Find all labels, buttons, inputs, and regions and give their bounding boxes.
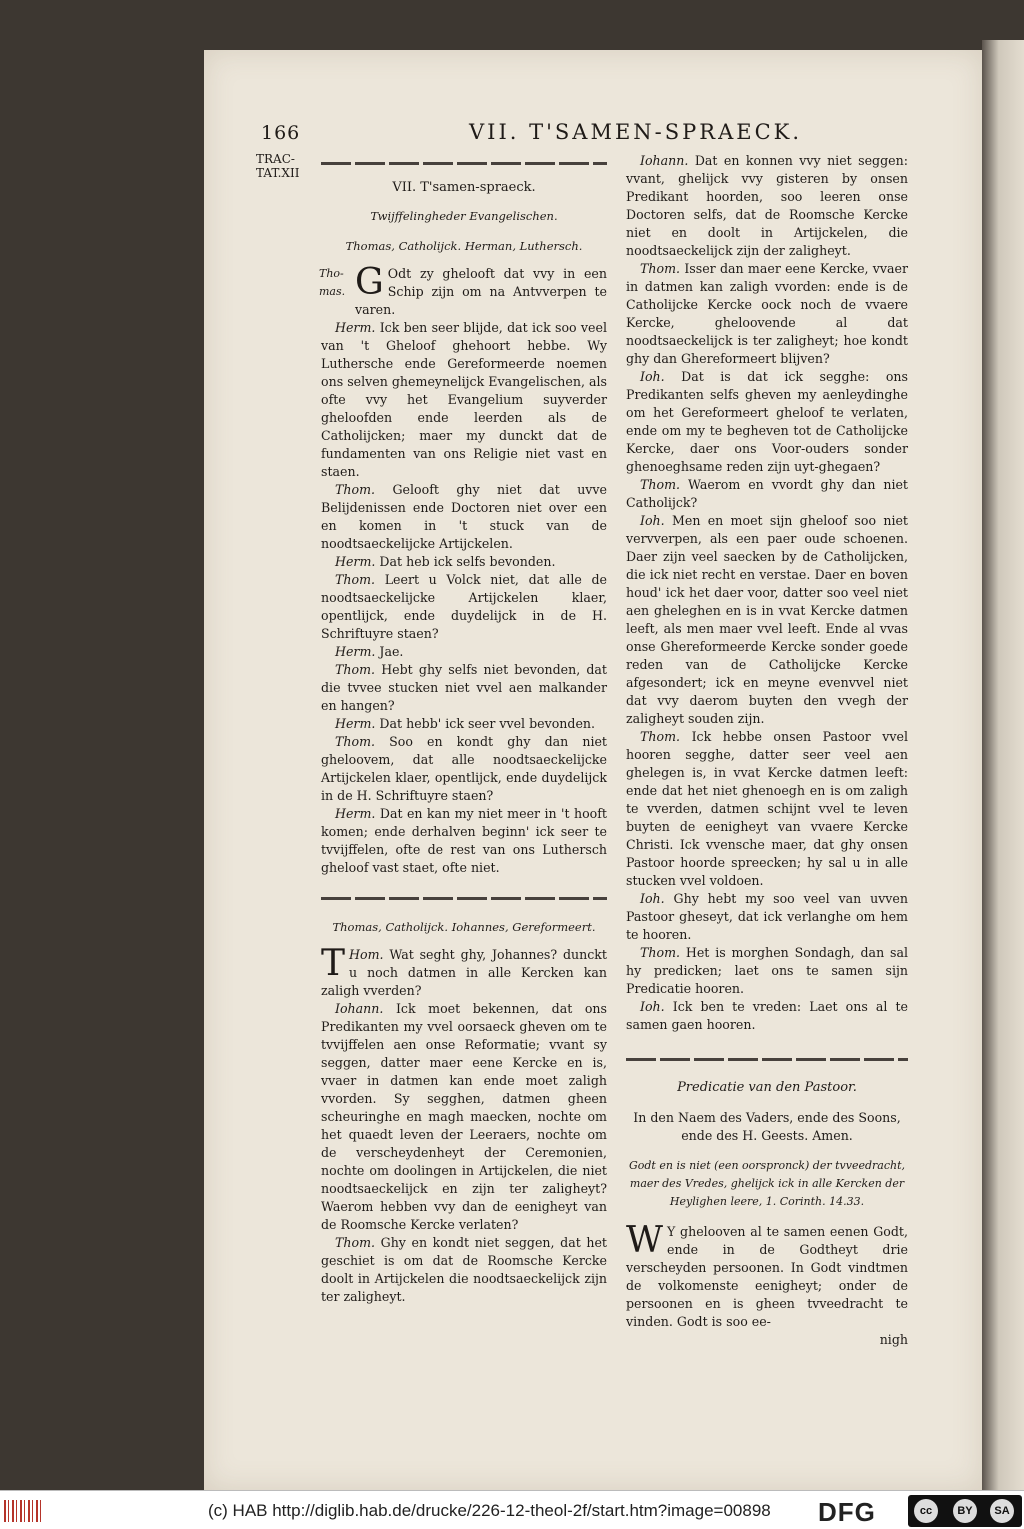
footer-bar [0, 1490, 1024, 1529]
copyright-link[interactable]: (c) HAB http://diglib.hab.de/drucke/226-12-theol-2f/start.htm?image=00898 [208, 1501, 771, 1520]
dfg-logo: DFG [818, 1497, 876, 1527]
dialogue-paragraph: T Hom. Wat seght ghy, Johannes? dunckt u noch datmen in alle Kercken kan zaligh vverden? [321, 943, 607, 998]
dialogue-paragraph: Ioh. Men en moet sijn gheloof soo niet vervverpen, als een paer oude schoenen. Daer zijn veel saecken by de Catholijcken, die ick niet recht en verstae. Daer en boven houd' ick het daer voor, datter soo veel niet aen gheleghen en is in vvat Kercke datmen leeft, als men maer vvel leeft. Ende al vvas onse Ghereformeerde Kercke sonder goede reden van de Catholijcke Kercke afgesondert; ick en meyne evenvvel niet dat vvy daerom buyten den vvegh der zaligheyt souden zijn. [626, 513, 908, 726]
dialogue-paragraph: Thom. Soo en kondt ghy dan niet gheloovem, dat alle noodtsaeckelijcke Artijckelen klaer, opentlijck, ende duydelijck in de H. Schriftuyre staen? [321, 734, 607, 803]
dialogue-paragraph: Herm. Dat en kan my niet meer in 't hooft komen; ende derhalven beginn' ick seer te tvvijffelen, ofte de rest van ons Luthersch gheloof vast staet, ofte niet. [321, 806, 607, 875]
dialogue-paragraph: Herm. Dat hebb' ick seer vvel bevonden. [335, 716, 596, 731]
catchword: nigh [879, 1332, 908, 1347]
dialogue-paragraph: Thom. Isser dan maer eene Kercke, vvaer in datmen kan zaligh vvorden: ende is de Catholijcke Kercke oock noch de vvaere Kercke, gheloovende al dat noodtsaeckelijck is ter zaligheyt; hoe kondt ghy dan Ghereformeert blijven? [626, 261, 909, 366]
dialogue-paragraph: Thom. Het is morghen Sondagh, dan sal hy predicken; laet ons te samen sijn Predicatie hooren. [626, 945, 908, 996]
dialogue-paragraph: Iohann. Ick moet bekennen, dat ons Predikanten my vvel oorsaeck gheven om te tvvijffelen aen onse Reformatie; vvant sy seggen, datter maer eene Kercke en is, vvaer in datmen kan ende moet zaligh vvorden. Sy segghen, datmen gheen scheuringhe en magh maecken, nochte om het quaedt leven der Leeraers, nochte om de verscheydenheyt der Ceremonien, nochte om doolingen in Artijckelen, die niet noodtsaeckelijck en zijn ter zaligheyt? Waerom hebben vvy dan de eenigheyt van de Roomsche Kercke verlaten? [321, 1001, 607, 1232]
dialogue-paragraph: Tho- mas. G Odt zy ghelooft dat vvy in een Schip zijn om na Antvverpen te varen. [319, 262, 607, 317]
dialogue-paragraph: Herm. Ick ben seer blijde, dat ick soo veel van 't Gheloof ghehoort hebbe. Wy Luthersche ende Gereformeerde noemen ons selven ghemeynelijck Evangelischen, als ofte vvy het Evangelium suyverder gheloofden ende leerden als de Catholijcken; maer my dunckt dat de fundamenten van ons Religie niet vast en staen. [321, 320, 607, 479]
by-icon: BY [953, 1499, 977, 1523]
barcode-icon [4, 1500, 44, 1522]
dialogue-paragraph: Ioh. Dat is dat ick segghe: ons Predikanten selfs gheven my aenleydinghe om het Gereformeert gheloof te verlaten, ende om my te begheven tot de Catholijcke Kercke, daer ons Voor-ouders sonder ghenoeghsame reden zijn uyt-ghegaen? [626, 369, 908, 474]
margin-tract-label: TRAC- TAT.XII [256, 152, 300, 180]
drop-cap: T [321, 943, 346, 984]
drop-cap: W [626, 1220, 664, 1261]
dialogue-paragraph: Thom. Ghy en kondt niet seggen, dat het geschiet is om dat de Roomsche Kercke doolt in Artijckelen die noodtsaeckelijck zijn ter zaligheyt. [321, 1235, 607, 1304]
sermon-title: Predicatie van den Pastoor. [677, 1080, 857, 1095]
dialogue-paragraph: Thom. Hebt ghy selfs niet bevonden, dat die tvvee stucken niet vvel aen malkander en hangen? [321, 662, 607, 713]
dialogue-persons: Thomas, Catholijck. Iohannes, Gereformeert. [332, 920, 596, 934]
drop-cap: G [355, 262, 384, 303]
dialogue-paragraph: Thom. Waerom en vvordt ghy dan niet Catholijck? [626, 477, 908, 510]
cc-icon: cc [914, 1499, 938, 1523]
scripture-verse: Godt en is niet (een oorspronck) der tvveedracht, maer des Vredes, ghelijck ick in alle Kercken der Heylighen leere, 1. Corinth. 14.33. [628, 1159, 905, 1208]
invocation: In den Naem des Vaders, ende des Soons, ende des H. Geests. Amen. [633, 1110, 901, 1143]
dialogue-paragraph: Herm. Dat heb ick selfs bevonden. [335, 554, 556, 569]
dialogue-paragraph: Ioh. Ghy hebt my soo veel van uvven Pastoor gheseyt, dat ick verlanghe om hem te hooren. [626, 891, 908, 942]
section-heading: VII. T'samen-spraeck. [392, 180, 536, 195]
book-page [204, 50, 982, 1490]
ornament-rule [321, 162, 607, 165]
ornament-rule [321, 897, 607, 900]
ornament-rule [626, 1058, 908, 1061]
dialogue-paragraph: Thom. Leert u Volck niet, dat alle de noodtsaeckelijcke Artijckelen klaer, opentlijck, ende duydelijck in de H. Schriftuyre staen? [321, 572, 607, 641]
sermon-paragraph: W Y ghelooven al te samen eenen Godt, ende in de Godtheyt drie verscheyden persoonen. In Godt vindtmen de volkomenste eenigheyt; onder de persoonen en is gheen tvveedracht te vinden. Godt is soo ee- [626, 1220, 908, 1329]
running-head: VII. T'SAMEN-SPRAECK. [469, 120, 802, 144]
left-column [321, 160, 607, 1306]
dialogue-paragraph: Thom. Gelooft ghy niet dat uvve Belijdenissen ende Doctoren niet over een en komen in 't stuck van de noodtsaeckelijcke Artijckelen. [321, 482, 607, 551]
dialogue-paragraph: Ioh. Ick ben te vreden: Laet ons al te samen gaen hooren. [626, 999, 908, 1032]
right-column [626, 152, 908, 1349]
page-number: 166 [261, 122, 301, 144]
dialogue-persons: Thomas, Catholijck. Herman, Luthersch. [345, 239, 583, 253]
sa-icon: SA [990, 1499, 1014, 1523]
dialogue-paragraph: Iohann. Dat en konnen vvy niet seggen: vvant, ghelijck vvy gisteren by onsen Predikant hoorden, soo leeren onse Doctoren selfs, dat de Roomsche Kercke niet en doolt in Artijckelen, die noodtsaeckelijck zijn der zaligheyt. [626, 153, 908, 258]
cc-license-badge[interactable] [908, 1495, 1022, 1527]
dialogue-paragraph: Thom. Ick hebbe onsen Pastoor vvel hooren segghe, datter seer veel aen ghelegen is, in vvat Kercke datmen leeft: ende dat het niet ghenoegh en is om zaligh te vverden, datmen schijnt vvel te leven buyten de eenigheyt van vvaere Kercke Christi. Ick vvensche maer, dat ghy onsen Pastoor hoorde spreecken; hy sal u in alle stucken vvel voldoen. [626, 729, 908, 888]
speaker-margin-note: Tho- mas. [319, 267, 346, 298]
section-subheading: Twijffelingheder Evangelischen. [370, 209, 558, 223]
dialogue-paragraph: Herm. Jae. [335, 644, 404, 659]
adjacent-page-edge [982, 40, 1024, 1490]
